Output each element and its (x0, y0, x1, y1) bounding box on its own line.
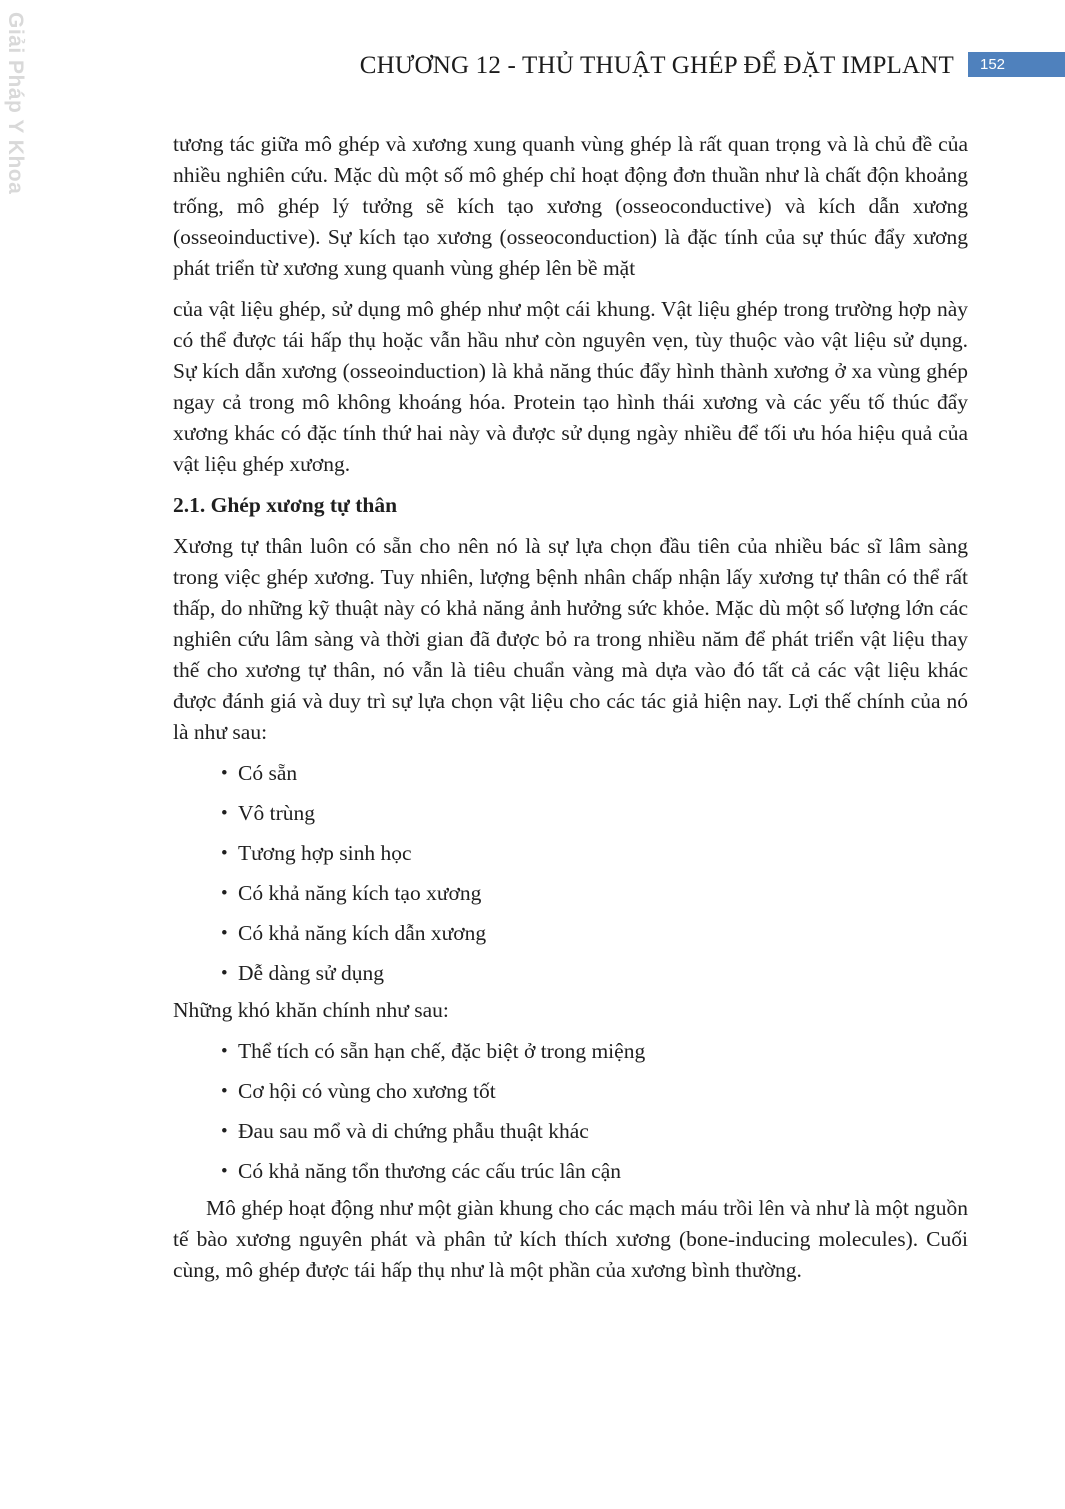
bullet-icon: • (221, 1041, 228, 1062)
bullet-icon: • (221, 1081, 228, 1102)
chapter-title: CHƯƠNG 12 - THỦ THUẬT GHÉP ĐỂ ĐẶT IMPLANT (359, 52, 954, 79)
paragraph-2: của vật liệu ghép, sử dụng mô ghép như một cái khung. Vật liệu ghép trong trường hợp này có thể được tái hấp thụ hoặc vẫn hầu như còn nguyên vẹn, tùy thuộc vào vật liệu sử dụng. Sự kích dẫn xương (osseoinduction) là khả năng thúc đẩy hình thành xương ở xa vùng ghép ngay cả trong mô không khoáng hóa. Protein tạo hình thái xương và các yếu tố thúc đẩy xương khác có đặc tính thứ hai này và được sử dụng ngày nhiều để tối ưu hóa hiệu quả của vật liệu ghép xương. (173, 297, 968, 476)
list-item: • Đau sau mổ và di chứng phẫu thuật khác (221, 1116, 968, 1147)
list-item: • Có sẵn (221, 758, 968, 789)
bullet-icon: • (221, 1121, 228, 1142)
page-number-badge: 152 (968, 52, 1065, 77)
bullet-icon: • (221, 883, 228, 904)
difficulties-intro: Những khó khăn chính như sau: (173, 998, 449, 1022)
section-heading: 2.1. Ghép xương tự thân (173, 493, 398, 517)
difficulties-list (173, 1036, 968, 1187)
paragraph-1: tương tác giữa mô ghép và xương xung quanh vùng ghép là rất quan trọng và là chủ đề của nhiều nghiên cứu. Mặc dù một số mô ghép chỉ hoạt động đơn thuần như là chất độn khoảng trống, mô ghép lý tưởng sẽ kích tạo xương (osseoconductive) và kích dẫn xương (osseoinductive). Sự kích tạo xương (osseoconduction) là đặc tính của sự thúc đẩy xương phát triển từ xương xung quanh vùng ghép lên bề mặt (173, 132, 968, 280)
list-item: • Vô trùng (221, 798, 968, 829)
bullet-icon: • (221, 843, 228, 864)
page-content (173, 129, 968, 1286)
list-item: • Có khả năng kích tạo xương (221, 878, 968, 909)
list-item: • Thể tích có sẵn hạn chế, đặc biệt ở trong miệng (221, 1036, 968, 1067)
list-item: • Cơ hội có vùng cho xương tốt (221, 1076, 968, 1107)
list-item: • Có khả năng tổn thương các cấu trúc lân cận (221, 1156, 968, 1187)
paragraph-3: Xương tự thân luôn có sẵn cho nên nó là sự lựa chọn đầu tiên của nhiều bác sĩ lâm sàng trong việc ghép xương. Tuy nhiên, lượng bệnh nhân chấp nhận lấy xương tự thân có thể rất thấp, do những kỹ thuật này có khả năng ảnh hưởng sức khỏe. Mặc dù một số lượng lớn các nghiên cứu lâm sàng và thời gian đã được bỏ ra trong nhiều năm để phát triển vật liệu thay thế cho xương tự thân, nó vẫn là tiêu chuẩn vàng mà dựa vào đó tất cả các vật liệu khác được đánh giá và duy trì sự lựa chọn vật liệu cho các tác giả hiện nay. Lợi thế chính của nó là như sau: (173, 534, 968, 744)
page-header (0, 50, 1065, 84)
paragraph-4: Mô ghép hoạt động như một giàn khung cho các mạch máu trồi lên và như là một nguồn tế bào xương nguyên phát và phân tử kích thích xương (bone-inducing molecules). Cuối cùng, mô ghép được tái hấp thụ như là một phần của xương bình thường. (173, 1196, 968, 1282)
advantages-list (173, 758, 968, 989)
list-item: • Tương hợp sinh học (221, 838, 968, 869)
side-watermark: Giải Pháp Y Khoa (4, 12, 27, 195)
bullet-icon: • (221, 1161, 228, 1182)
bullet-icon: • (221, 963, 228, 984)
bullet-icon: • (221, 923, 228, 944)
bullet-icon: • (221, 763, 228, 784)
list-item: • Dễ dàng sử dụng (221, 958, 968, 989)
list-item: • Có khả năng kích dẫn xương (221, 918, 968, 949)
bullet-icon: • (221, 803, 228, 824)
